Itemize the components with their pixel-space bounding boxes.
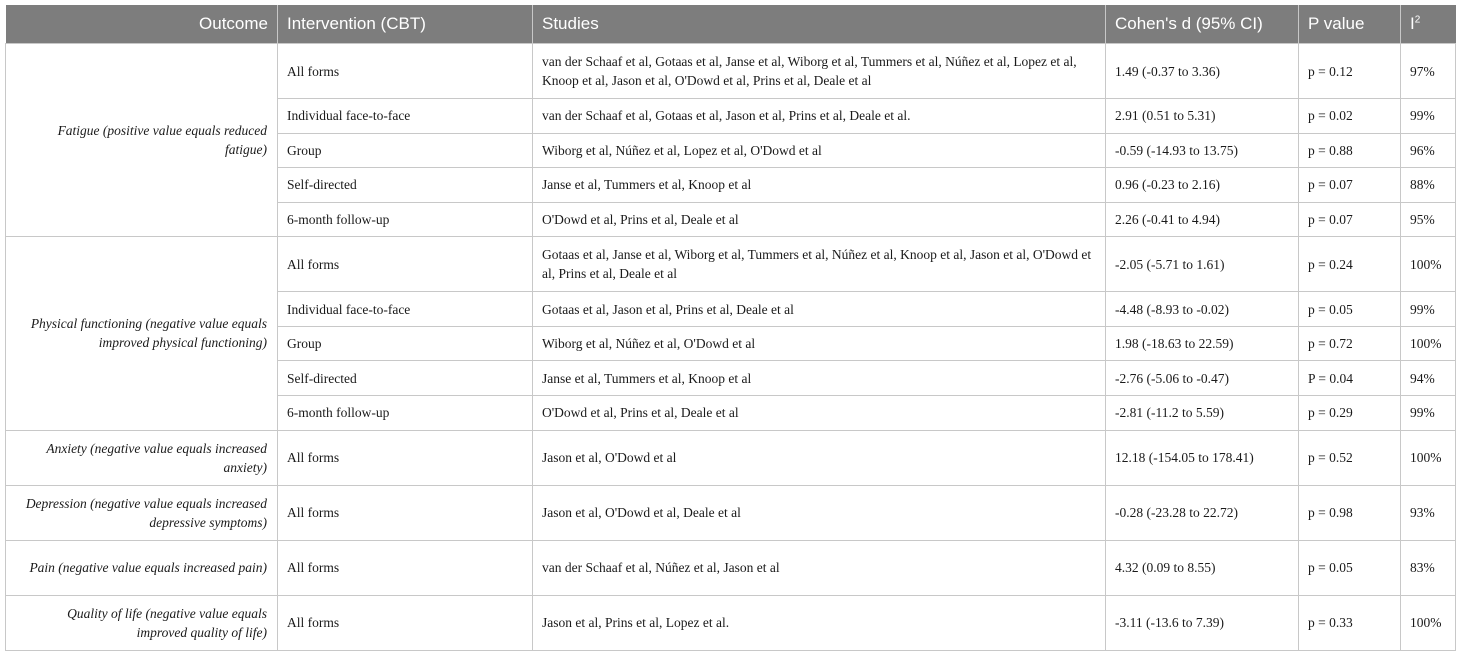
intervention-cell: Self-directed [278, 361, 533, 396]
p-value-cell: p = 0.07 [1299, 202, 1401, 237]
intervention-cell: 6-month follow-up [278, 202, 533, 237]
table-row [6, 540, 1456, 595]
cohens-d-cell: -0.59 (-14.93 to 13.75) [1106, 133, 1299, 168]
i2-cell: 100% [1401, 326, 1456, 361]
intervention-cell: Individual face-to-face [278, 99, 533, 134]
table-row [6, 485, 1456, 540]
cohens-d-cell: 2.26 (-0.41 to 4.94) [1106, 202, 1299, 237]
studies-cell: Jason et al, Prins et al, Lopez et al. [533, 595, 1106, 650]
studies-cell: van der Schaaf et al, Gotaas et al, Janse et al, Wiborg et al, Tummers et al, Núñez et al, Lopez et al, Knoop et al, Jason et al, O'Dowd et al, Prins et al, Deale et al [533, 44, 1106, 99]
header-row [6, 5, 1456, 44]
i2-cell: 100% [1401, 595, 1456, 650]
table-row [6, 237, 1456, 292]
cohens-d-cell: 2.91 (0.51 to 5.31) [1106, 99, 1299, 134]
table-body [6, 44, 1456, 651]
studies-cell: Wiborg et al, Núñez et al, O'Dowd et al [533, 326, 1106, 361]
intervention-cell: All forms [278, 540, 533, 595]
header-i2-superscript: 2 [1414, 14, 1421, 26]
p-value-cell: p = 0.24 [1299, 237, 1401, 292]
results-table [5, 5, 1456, 651]
i2-cell: 99% [1401, 99, 1456, 134]
intervention-cell: All forms [278, 595, 533, 650]
p-value-cell: p = 0.02 [1299, 99, 1401, 134]
i2-cell: 100% [1401, 430, 1456, 485]
intervention-cell: All forms [278, 44, 533, 99]
p-value-cell: p = 0.88 [1299, 133, 1401, 168]
p-value-cell: p = 0.52 [1299, 430, 1401, 485]
table-header [6, 5, 1456, 44]
cohens-d-cell: 4.32 (0.09 to 8.55) [1106, 540, 1299, 595]
intervention-cell: Group [278, 133, 533, 168]
studies-cell: van der Schaaf et al, Núñez et al, Jason et al [533, 540, 1106, 595]
p-value-cell: p = 0.05 [1299, 292, 1401, 327]
studies-cell: Gotaas et al, Janse et al, Wiborg et al, Tummers et al, Núñez et al, Knoop et al, Jason et al, O'Dowd et al, Prins et al, Deale et al [533, 237, 1106, 292]
i2-cell: 100% [1401, 237, 1456, 292]
intervention-cell: 6-month follow-up [278, 395, 533, 430]
studies-cell: Jason et al, O'Dowd et al [533, 430, 1106, 485]
p-value-cell: p = 0.98 [1299, 485, 1401, 540]
outcome-cell: Fatigue (positive value equals reduced fatigue) [6, 44, 278, 237]
studies-cell: O'Dowd et al, Prins et al, Deale et al [533, 202, 1106, 237]
cohens-d-cell: -3.11 (-13.6 to 7.39) [1106, 595, 1299, 650]
outcome-cell: Pain (negative value equals increased pain) [6, 540, 278, 595]
p-value-cell: p = 0.07 [1299, 168, 1401, 203]
i2-cell: 83% [1401, 540, 1456, 595]
p-value-cell: p = 0.05 [1299, 540, 1401, 595]
table-row [6, 44, 1456, 99]
p-value-cell: p = 0.72 [1299, 326, 1401, 361]
outcome-cell: Depression (negative value equals increased depressive symptoms) [6, 485, 278, 540]
header-i2 [1401, 5, 1456, 44]
header-i2-base: I [1410, 14, 1415, 33]
i2-cell: 93% [1401, 485, 1456, 540]
p-value-cell: P = 0.04 [1299, 361, 1401, 396]
outcome-cell: Physical functioning (negative value equals improved physical functioning) [6, 237, 278, 430]
header-cohens-d: Cohen's d (95% CI) [1106, 5, 1299, 44]
i2-cell: 95% [1401, 202, 1456, 237]
studies-cell: Jason et al, O'Dowd et al, Deale et al [533, 485, 1106, 540]
table-row [6, 595, 1456, 650]
i2-cell: 94% [1401, 361, 1456, 396]
outcome-cell: Anxiety (negative value equals increased anxiety) [6, 430, 278, 485]
p-value-cell: p = 0.12 [1299, 44, 1401, 99]
p-value-cell: p = 0.29 [1299, 395, 1401, 430]
cohens-d-cell: 0.96 (-0.23 to 2.16) [1106, 168, 1299, 203]
i2-cell: 88% [1401, 168, 1456, 203]
i2-cell: 97% [1401, 44, 1456, 99]
cohens-d-cell: 12.18 (-154.05 to 178.41) [1106, 430, 1299, 485]
studies-cell: O'Dowd et al, Prins et al, Deale et al [533, 395, 1106, 430]
studies-cell: van der Schaaf et al, Gotaas et al, Jason et al, Prins et al, Deale et al. [533, 99, 1106, 134]
intervention-cell: All forms [278, 237, 533, 292]
cohens-d-cell: -0.28 (-23.28 to 22.72) [1106, 485, 1299, 540]
cohens-d-cell: 1.98 (-18.63 to 22.59) [1106, 326, 1299, 361]
table-row [6, 430, 1456, 485]
intervention-cell: Group [278, 326, 533, 361]
studies-cell: Janse et al, Tummers et al, Knoop et al [533, 168, 1106, 203]
header-outcome: Outcome [6, 5, 278, 44]
cohens-d-cell: -4.48 (-8.93 to -0.02) [1106, 292, 1299, 327]
p-value-cell: p = 0.33 [1299, 595, 1401, 650]
i2-cell: 99% [1401, 395, 1456, 430]
intervention-cell: Self-directed [278, 168, 533, 203]
studies-cell: Wiborg et al, Núñez et al, Lopez et al, O'Dowd et al [533, 133, 1106, 168]
header-p-value: P value [1299, 5, 1401, 44]
intervention-cell: Individual face-to-face [278, 292, 533, 327]
cohens-d-cell: -2.05 (-5.71 to 1.61) [1106, 237, 1299, 292]
header-studies: Studies [533, 5, 1106, 44]
cohens-d-cell: -2.76 (-5.06 to -0.47) [1106, 361, 1299, 396]
studies-cell: Janse et al, Tummers et al, Knoop et al [533, 361, 1106, 396]
outcome-cell: Quality of life (negative value equals improved quality of life) [6, 595, 278, 650]
header-intervention: Intervention (CBT) [278, 5, 533, 44]
studies-cell: Gotaas et al, Jason et al, Prins et al, Deale et al [533, 292, 1106, 327]
cohens-d-cell: -2.81 (-11.2 to 5.59) [1106, 395, 1299, 430]
intervention-cell: All forms [278, 485, 533, 540]
intervention-cell: All forms [278, 430, 533, 485]
cohens-d-cell: 1.49 (-0.37 to 3.36) [1106, 44, 1299, 99]
i2-cell: 96% [1401, 133, 1456, 168]
i2-cell: 99% [1401, 292, 1456, 327]
